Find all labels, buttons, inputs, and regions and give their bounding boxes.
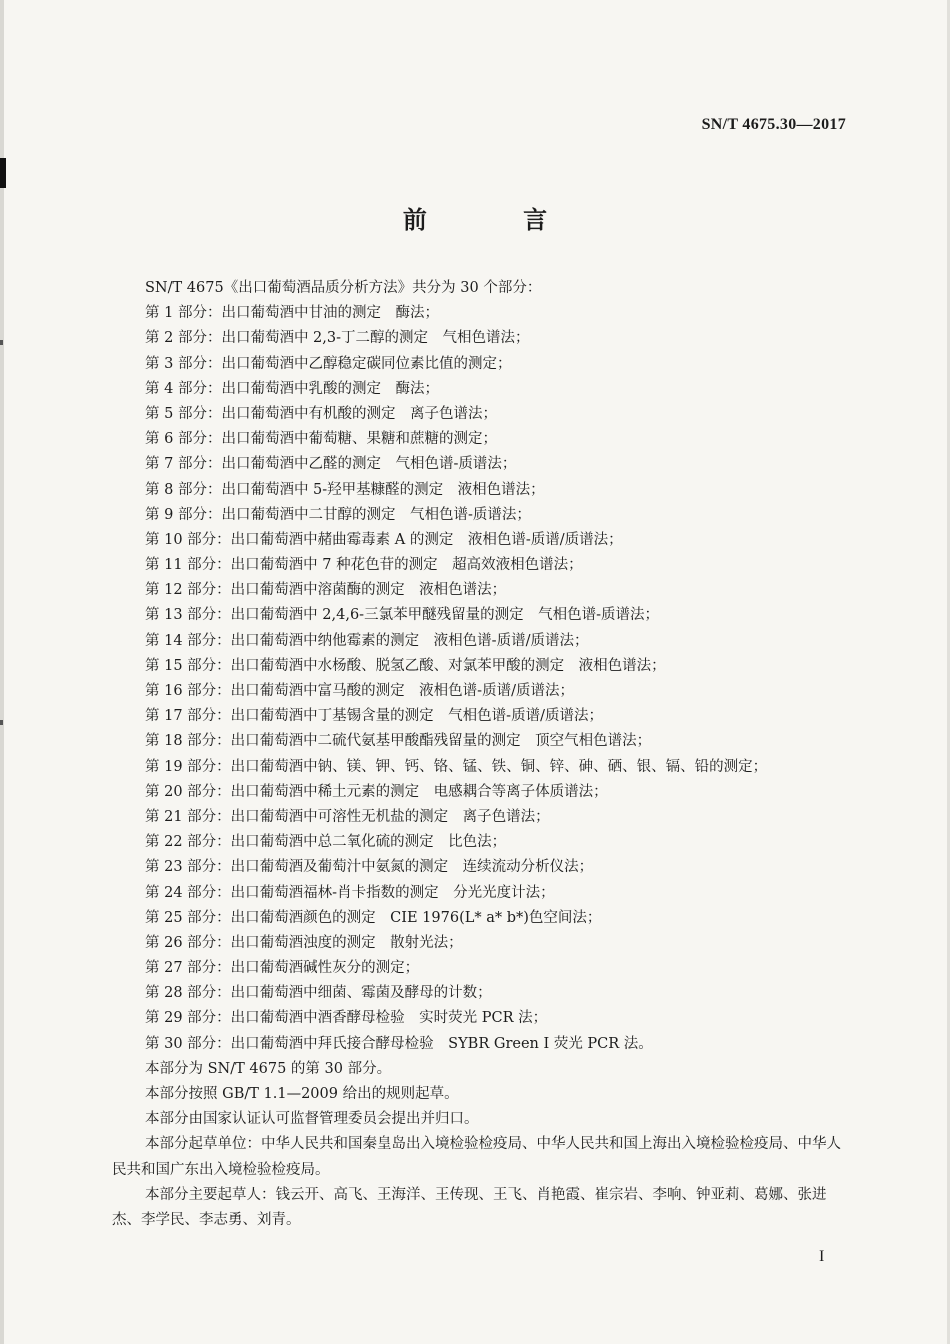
part-item: 第 3 部分：出口葡萄酒中乙醇稳定碳同位素比值的测定； xyxy=(145,355,512,372)
part-item: 第 4 部分：出口葡萄酒中乳酸的测定 酶法； xyxy=(145,380,439,397)
parts-list xyxy=(112,301,852,1057)
page-number: I xyxy=(819,1248,825,1265)
drafting-units-statement: 本部分起草单位：中华人民共和国秦皇岛出入境检验检疫局、中华人民共和国上海出入境检验检疫局、中华人民共和国广东出入境检验检疫局。 xyxy=(112,1136,841,1178)
part-item: 第 5 部分：出口葡萄酒中有机酸的测定 离子色谱法； xyxy=(145,405,497,422)
part-item: 第 22 部分：出口葡萄酒中总二氧化硫的测定 比色法； xyxy=(145,834,507,851)
binding-tick xyxy=(0,720,3,725)
drafting-rules-statement: 本部分按照 GB/T 1.1—2009 给出的规则起草。 xyxy=(145,1086,459,1102)
part-item: 第 7 部分：出口葡萄酒中乙醛的测定 气相色谱-质谱法； xyxy=(145,456,517,473)
part-item: 第 10 部分：出口葡萄酒中赭曲霉毒素 A 的测定 液相色谱-质谱/质谱法； xyxy=(145,531,623,548)
standard-code: SN/T 4675.30—2017 xyxy=(701,116,846,133)
binding-mark xyxy=(0,158,6,188)
part-item: 第 6 部分：出口葡萄酒中葡萄糖、果糖和蔗糖的测定； xyxy=(145,431,497,448)
part-item: 第 24 部分：出口葡萄酒福林-肖卡指数的测定 分光光度计法； xyxy=(145,884,555,901)
part-item: 第 27 部分：出口葡萄酒碱性灰分的测定； xyxy=(145,960,420,977)
part-item: 第 14 部分：出口葡萄酒中纳他霉素的测定 液相色谱-质谱/质谱法； xyxy=(145,632,589,649)
part-item: 第 18 部分：出口葡萄酒中二硫代氨基甲酸酯残留量的测定 顶空气相色谱法； xyxy=(145,733,652,750)
part-item: 第 30 部分：出口葡萄酒中拜氏接合酵母检验 SYBR Green I 荧光 PCR 法。 xyxy=(145,1035,653,1052)
part-item: 第 21 部分：出口葡萄酒中可溶性无机盐的测定 离子色谱法； xyxy=(145,808,550,825)
part-item: 第 13 部分：出口葡萄酒中 2,4,6-三氯苯甲醚残留量的测定 气相色谱-质谱法； xyxy=(145,607,659,624)
part-item: 第 26 部分：出口葡萄酒浊度的测定 散射光法； xyxy=(145,934,463,951)
part-item: 第 8 部分：出口葡萄酒中 5-羟甲基糠醛的测定 液相色谱法； xyxy=(145,481,545,498)
part-item: 第 25 部分：出口葡萄酒颜色的测定 CIE 1976(L* a* b*)色空间法； xyxy=(145,909,602,926)
part-item: 第 9 部分：出口葡萄酒中二甘醇的测定 气相色谱-质谱法； xyxy=(145,506,531,523)
part-item: 第 29 部分：出口葡萄酒中酒香酵母检验 实时荧光 PCR 法； xyxy=(145,1010,548,1027)
proposer-statement: 本部分由国家认证认可监督管理委员会提出并归口。 xyxy=(145,1111,479,1128)
part-item: 第 28 部分：出口葡萄酒中细菌、霉菌及酵母的计数； xyxy=(145,985,492,1002)
part-item: 第 2 部分：出口葡萄酒中 2,3-丁二醇的测定 气相色谱法； xyxy=(145,330,530,347)
part-item: 第 20 部分：出口葡萄酒中稀土元素的测定 电感耦合等离子体质谱法； xyxy=(145,783,608,800)
page-title xyxy=(0,200,950,235)
part-item: 第 11 部分：出口葡萄酒中 7 种花色苷的测定 超高效液相色谱法； xyxy=(145,557,583,574)
part-item: 第 12 部分：出口葡萄酒中溶菌酶的测定 液相色谱法； xyxy=(145,582,507,599)
part-of-statement: 本部分为 SN/T 4675 的第 30 部分。 xyxy=(145,1060,392,1077)
drafters-statement: 本部分主要起草人：钱云开、高飞、王海洋、王传现、王飞、肖艳霞、崔宗岩、李响、钟亚莉、葛娜、张进杰、李学民、李志勇、刘青。 xyxy=(112,1186,827,1228)
part-item: 第 23 部分：出口葡萄酒及葡萄汁中氨氮的测定 连续流动分析仪法； xyxy=(145,859,594,876)
part-item: 第 19 部分：出口葡萄酒中钠、镁、钾、钙、铬、锰、铁、铜、锌、砷、硒、银、镉、铅的测定； xyxy=(145,758,768,775)
part-item: 第 16 部分：出口葡萄酒中富马酸的测定 液相色谱-质谱/质谱法； xyxy=(145,683,574,699)
part-item: 第 17 部分：出口葡萄酒中丁基锡含量的测定 气相色谱-质谱/质谱法； xyxy=(145,708,603,725)
page-title-text: 前 言 xyxy=(402,205,592,234)
foreword-body xyxy=(112,276,852,1233)
binding-tick xyxy=(0,340,3,345)
part-item: 第 15 部分：出口葡萄酒中水杨酸、脱氢乙酸、对氯苯甲酸的测定 液相色谱法； xyxy=(145,657,666,674)
part-item: 第 1 部分：出口葡萄酒中甘油的测定 酶法； xyxy=(145,305,439,322)
intro-line: SN/T 4675《出口葡萄酒品质分析方法》共分为 30 个部分： xyxy=(145,280,542,296)
